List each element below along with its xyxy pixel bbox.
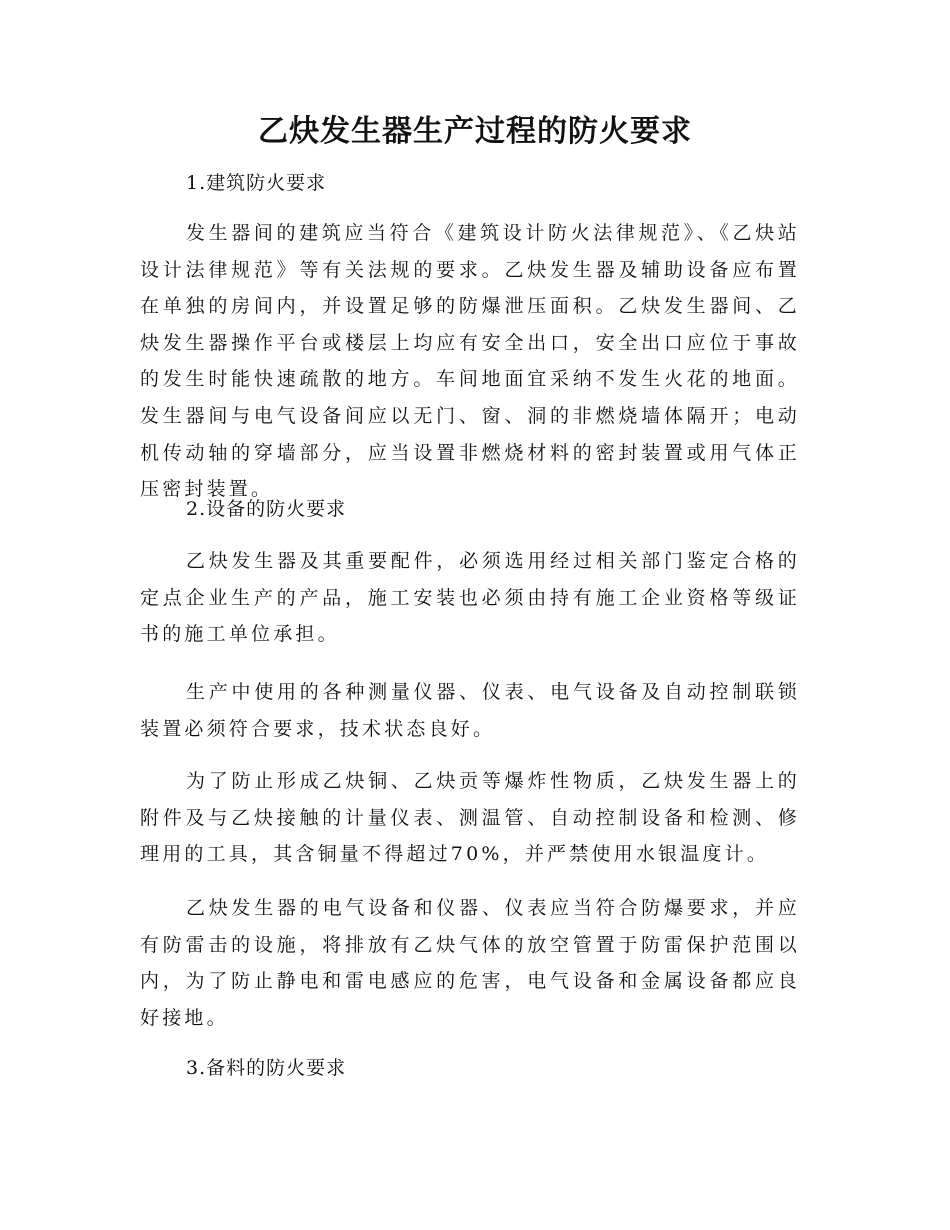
paragraph-equipment-certification: 乙炔发生器及其重要配件，必须选用经过相关部门鉴定合格的定点企业生产的产品，施工安装也必须由持有施工企业资格等级证书的施工单位承担。: [140, 550, 800, 646]
paragraph-copper-content: 为了防止形成乙炔铜、乙炔贡等爆炸性物质，乙炔发生器上的附件及与乙炔接触的计量仪表、测温管、自动控制设备和检测、修理用的工具，其含铜量不得超过70%，并严禁使用水银温度计。: [140, 770, 800, 866]
section-heading-building: 1.建筑防火要求: [186, 172, 327, 194]
section-heading-equipment: 2.设备的防火要求: [186, 498, 347, 520]
paragraph-instruments: 生产中使用的各种测量仪器、仪表、电气设备及自动控制联锁装置必须符合要求，技术状态良好。: [140, 681, 800, 740]
section-heading-materials: 3.备料的防火要求: [186, 1057, 347, 1079]
document-title: 乙炔发生器生产过程的防火要求: [258, 114, 692, 149]
paragraph-explosion-proof: 乙炔发生器的电气设备和仪器、仪表应当符合防爆要求，并应有防雷击的设施，将排放有乙炔气体的放空管置于防雷保护范围以内，为了防止静电和雷电感应的危害，电气设备和金属设备都应良好接地。: [140, 897, 800, 1029]
paragraph-building-requirements: 发生器间的建筑应当符合《建筑设计防火法律规范》、《乙炔站设计法律规范》等有关法规的要求。乙炔发生器及辅助设备应布置在单独的房间内，并设置足够的防爆泄压面积。乙炔发生器间、乙炔发生器操作平台或楼层上均应有安全出口，安全出口应位于事故的发生时能快速疏散的地方。车间地面宜采纳不发生火花的地面。发生器间与电气设备间应以无门、窗、洞的非燃烧墙体隔开；电动机传动轴的穿墙部分，应当设置非燃烧材料的密封装置或用气体正压密封装置。: [140, 222, 800, 501]
